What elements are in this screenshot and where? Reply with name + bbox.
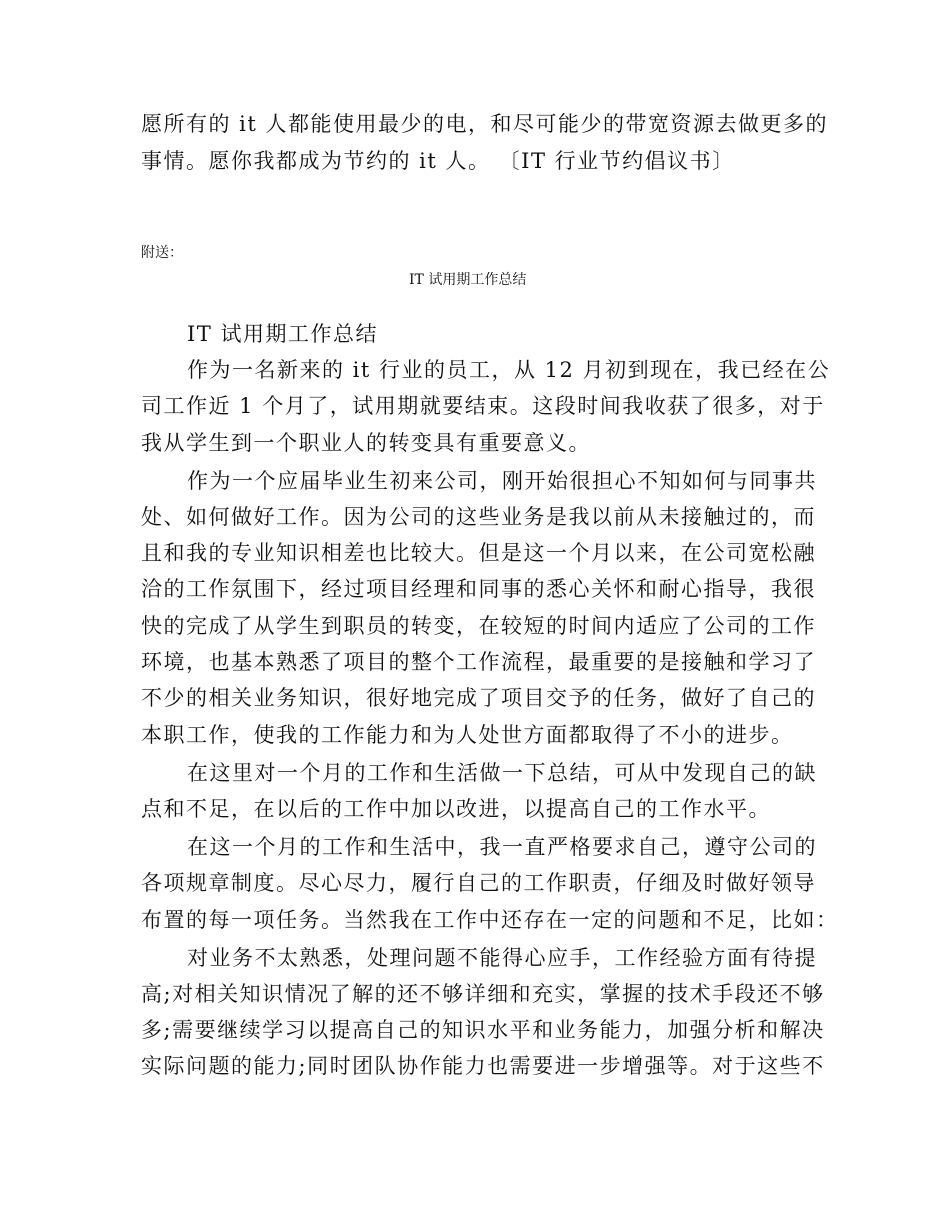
text-line: 愿所有的 it 人都能使用最少的电，和尽可能少的带宽资源去做更多的 (141, 112, 829, 136)
paragraph-line: 点和不足，在以后的工作中加以改进，以提高自己的工作水平。 (141, 797, 771, 821)
paragraph-line: 环境，也基本熟悉了项目的整个工作流程，最重要的是接触和学习了 (141, 650, 816, 674)
paragraph-line: 作为一名新来的 it 行业的员工，从 12 月初到现在，我已经在公 (187, 358, 831, 382)
paragraph-line: 在这一个月的工作和生活中，我一直严格要求自己，遵守公司的 (187, 835, 817, 859)
paragraph-line: 司工作近 1 个月了，试用期就要结束。这段时间我收获了很多，对于 (141, 394, 825, 418)
paragraph-line: 不少的相关业务知识，很好地完成了项目交予的任务，做好了自己的 (141, 686, 816, 710)
paragraph-line: 高;对相关知识情况了解的还不够详细和充实，掌握的技术手段还不够 (141, 982, 825, 1006)
paragraph-line: 快的完成了从学生到职员的转变，在较短的时间内适应了公司的工作 (141, 614, 816, 638)
paragraph-line: 各项规章制度。尽心尽力，履行自己的工作职责，仔细及时做好领导 (141, 871, 816, 895)
paragraph-line: 且和我的专业知识相差也比较大。但是这一个月以来，在公司宽松融 (141, 541, 816, 565)
paragraph-line: 对业务不太熟悉，处理问题不能得心应手，工作经验方面有待提 (187, 946, 817, 970)
paragraph-line: 在这里对一个月的工作和生活做一下总结，可从中发现自己的缺 (187, 761, 817, 785)
paragraph-line: 布置的每一项任务。当然我在工作中还存在一定的问题和不足，比如： (141, 908, 839, 932)
paragraph-line: 作为一个应届毕业生初来公司，刚开始很担心不知如何与同事共 (187, 469, 817, 493)
paragraph-line: 洽的工作氛围下，经过项目经理和同事的悉心关怀和耐心指导，我很 (141, 577, 816, 601)
article-heading: IT 试用期工作总结 (187, 322, 378, 346)
appendix-label: 附送： (141, 245, 183, 261)
section-title: IT 试用期工作总结 (409, 272, 527, 288)
paragraph-line: 本职工作，使我的工作能力和为人处世方面都取得了不小的进步。 (141, 723, 794, 747)
paragraph-line: 处、如何做好工作。因为公司的这些业务是我以前从未接触过的，而 (141, 505, 816, 529)
text-line: 事情。愿你我都成为节约的 it 人。 〔IT 行业节约倡议书〕 (141, 149, 735, 173)
paragraph-line: 实际问题的能力;同时团队协作能力也需要进一步增强等。对于这些不 (141, 1054, 825, 1078)
paragraph-line: 我从学生到一个职业人的转变具有重要意义。 (141, 431, 591, 455)
paragraph-line: 多;需要继续学习以提高自己的知识水平和业务能力，加强分析和解决 (141, 1018, 825, 1042)
